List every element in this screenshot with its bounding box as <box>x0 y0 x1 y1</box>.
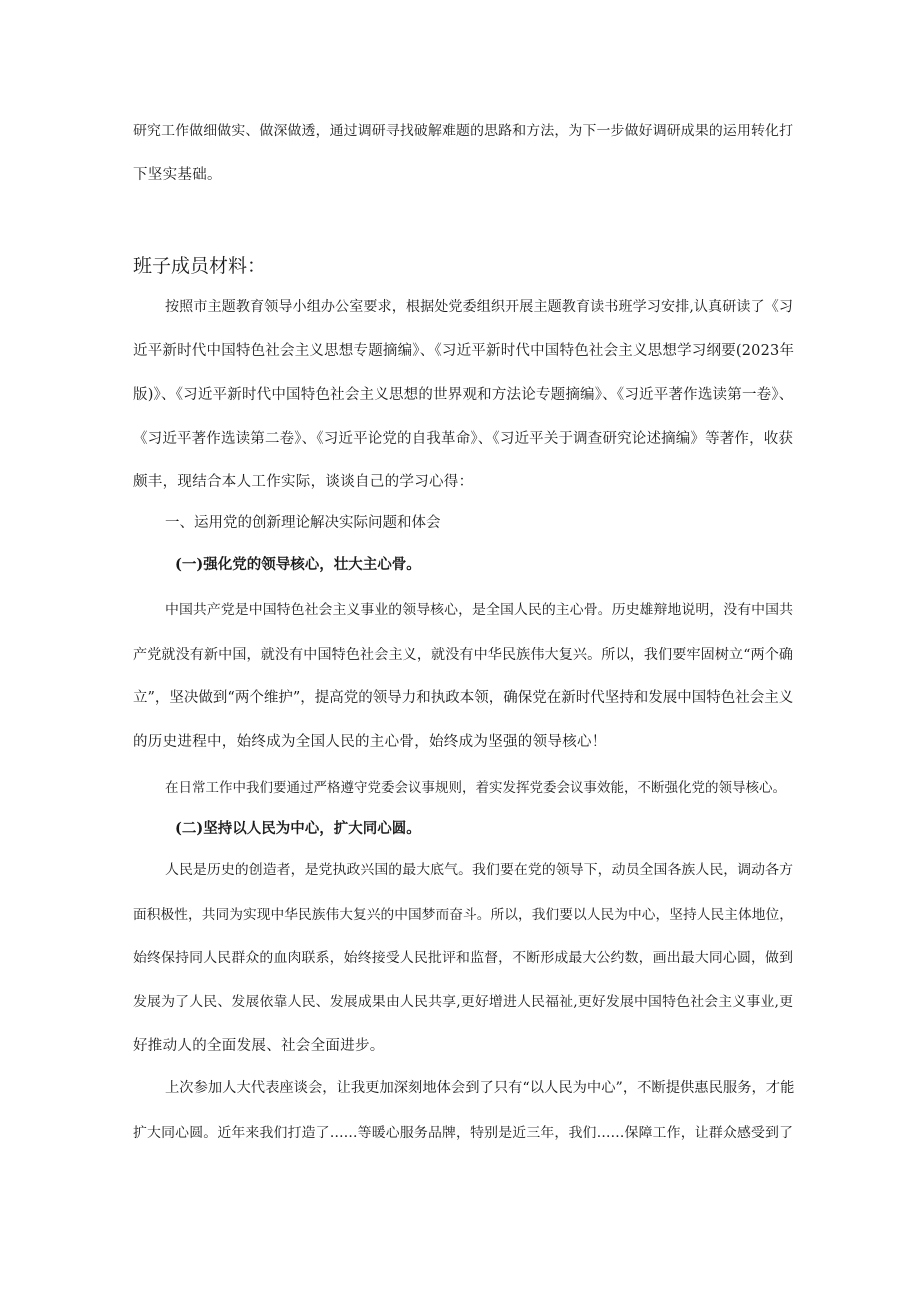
para5-line-2: 扩大同心圆。近年来我们打造了……等暖心服务品牌，特别是近三年，我们……保障工作，让群众感受到了 <box>133 1125 793 1141</box>
para4-line-5: 好推动人的全面发展、社会全面进步。 <box>133 1038 385 1054</box>
para1-line-5: 颇丰，现结合本人工作实际，谈谈自己的学习心得： <box>133 474 474 490</box>
intro-line-1: 研究工作做细做实、做深做透，通过调研寻找破解难题的思路和方法，为下一步做好调研成果的运用转化打 <box>133 123 793 139</box>
para2-line-2: 产党就没有新中国，就没有中国特色社会主义，就没有中华民族伟大复兴。所以，我们要牢固树立“两个确 <box>133 647 793 663</box>
sub1-heading: (一)强化党的领导核心，壮大主心骨。 <box>175 556 421 573</box>
intro-line-2: 下坚实基础。 <box>133 167 222 183</box>
sub2-heading: (二)坚持以人民为中心，扩大同心圆。 <box>175 820 421 837</box>
para2-line-1: 中国共产党是中国特色社会主义事业的领导核心，是全国人民的主心骨。历史雄辩地说明，没有中国共 <box>165 602 793 618</box>
para3-line-1: 在日常工作中我们要通过严格遵守党委会议事规则，着实发挥党委会议事效能，不断强化党的领导核心。 <box>165 780 786 796</box>
para2-line-3: 立”，坚决做到“两个维护”，提高党的领导力和执政本领，确保党在新时代坚持和发展中国特色社会主义 <box>133 690 794 706</box>
para4-line-1: 人民是历史的创造者，是党执政兴国的最大底气。我们要在党的领导下，动员全国各族人民，调动各方 <box>165 862 793 878</box>
para4-line-4: 发展为了人民、发展依靠人民、发展成果由人民共享,更好增进人民福祉,更好发展中国特色社会主义事业,更 <box>133 994 793 1010</box>
para1-line-3: 版)》、《习近平新时代中国特色社会主义思想的世界观和方法论专题摘编》、《习近平著作选读第一卷》、 <box>133 387 794 403</box>
part1-heading: 一、运用党的创新理论解决实际问题和体会 <box>165 515 441 531</box>
section-title: 班子成员材料： <box>133 255 267 277</box>
para1-line-4: 《习近平著作选读第二卷》、《习近平论党的自我革命》、《习近平关于调查研究论述摘编》等著作，收获 <box>133 431 793 447</box>
para1-line-1: 按照市主题教育领导小组办公室要求，根据处党委组织开展主题教育读书班学习安排,认真研读了《习 <box>165 299 793 315</box>
para1-line-2: 近平新时代中国特色社会主义思想专题摘编》、《习近平新时代中国特色社会主义思想学习纲要(2023年 <box>133 343 795 359</box>
para5-line-1: 上次参加人大代表座谈会，让我更加深刻地体会到了只有“以人民为中心”，不断提供惠民服务，才能 <box>165 1080 795 1096</box>
para4-line-2: 面积极性，共同为实现中华民族伟大复兴的中国梦而奋斗。所以，我们要以人民为中心，坚持人民主体地位， <box>133 907 793 923</box>
para2-line-4: 的历史进程中，始终成为全国人民的主心骨，始终成为坚强的领导核心！ <box>133 734 607 750</box>
para4-line-3: 始终保持同人民群众的血肉联系，始终接受人民批评和监督，不断形成最大公约数，画出最大同心圆，做到 <box>133 950 793 966</box>
